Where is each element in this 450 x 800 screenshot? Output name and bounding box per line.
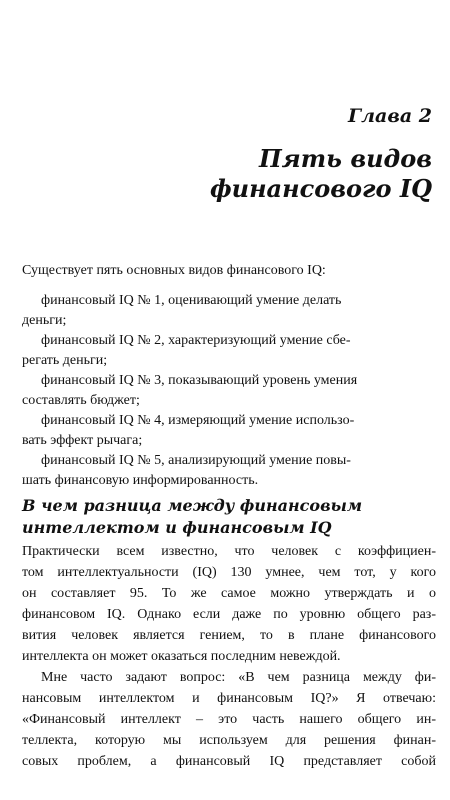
intro-sentence: Существует пять основных видов финансового IQ: — [22, 263, 326, 278]
section-body — [22, 541, 436, 772]
paragraph-line: Практически всем известно, что человек с коэффициен- — [22, 544, 436, 559]
section-heading-line: интеллектом и финансовым IQ — [22, 518, 332, 537]
list-item — [22, 411, 436, 451]
list-item — [22, 451, 436, 491]
list-item-line: финансовый IQ № 5, анализирующий умение повы- — [41, 453, 351, 468]
list-item-line: финансовый IQ № 1, оценивающий умение делать — [41, 293, 342, 308]
chapter-title-line: Пять видов — [258, 144, 432, 173]
section-heading — [22, 495, 436, 539]
paragraph-line: вития человек является гением, то в плане финансового — [22, 628, 436, 643]
list-item-line: составлять бюджет; — [22, 393, 140, 408]
list-item-line: шать финансовую информированность. — [22, 473, 259, 488]
list-item — [22, 291, 436, 331]
paragraph-line: теллекта, которую мы используем для решения финан- — [22, 733, 436, 748]
list-item-line: регать деньги; — [22, 353, 108, 368]
chapter-title-line: финансового IQ — [209, 174, 432, 203]
paragraph-line: он составляет 95. То же самое можно утверждать и о — [22, 586, 436, 601]
paragraph-line: финансовом IQ. Однако если даже по уровню общего раз- — [22, 607, 436, 622]
list-item-line: финансовый IQ № 4, измеряющий умение использо- — [41, 413, 355, 428]
list-item-line: финансовый IQ № 2, характеризующий умение сбе- — [41, 333, 351, 348]
list-item-line: вать эффект рычага; — [22, 433, 143, 448]
paragraph-line: нансовым интеллектом и финансовым IQ?» Я отвечаю: — [22, 691, 436, 706]
paragraph — [22, 667, 436, 772]
list-item-line: финансовый IQ № 3, показывающий уровень умения — [41, 373, 358, 388]
list-item-line: деньги; — [22, 313, 67, 328]
paragraph-line: Мне часто задают вопрос: «В чем разница между фи- — [41, 670, 436, 685]
list-item — [22, 371, 436, 411]
list-item — [22, 331, 436, 371]
paragraph-line: совых проблем, а финансовый IQ представляет собой — [22, 754, 436, 769]
paragraph-line: «Финансовый интеллект – это часть нашего общего ин- — [22, 712, 436, 727]
iq-types-list — [22, 291, 436, 491]
chapter-title — [32, 144, 432, 204]
section-heading-line: В чем разница между финансовым — [22, 496, 363, 515]
chapter-label: Глава 2 — [348, 105, 432, 127]
paragraph-line: том интеллектуальности (IQ) 130 умнее, чем тот, у кого — [22, 565, 436, 580]
paragraph — [22, 541, 436, 667]
paragraph-line: интеллекта он может оказаться последним невеждой. — [22, 649, 341, 664]
